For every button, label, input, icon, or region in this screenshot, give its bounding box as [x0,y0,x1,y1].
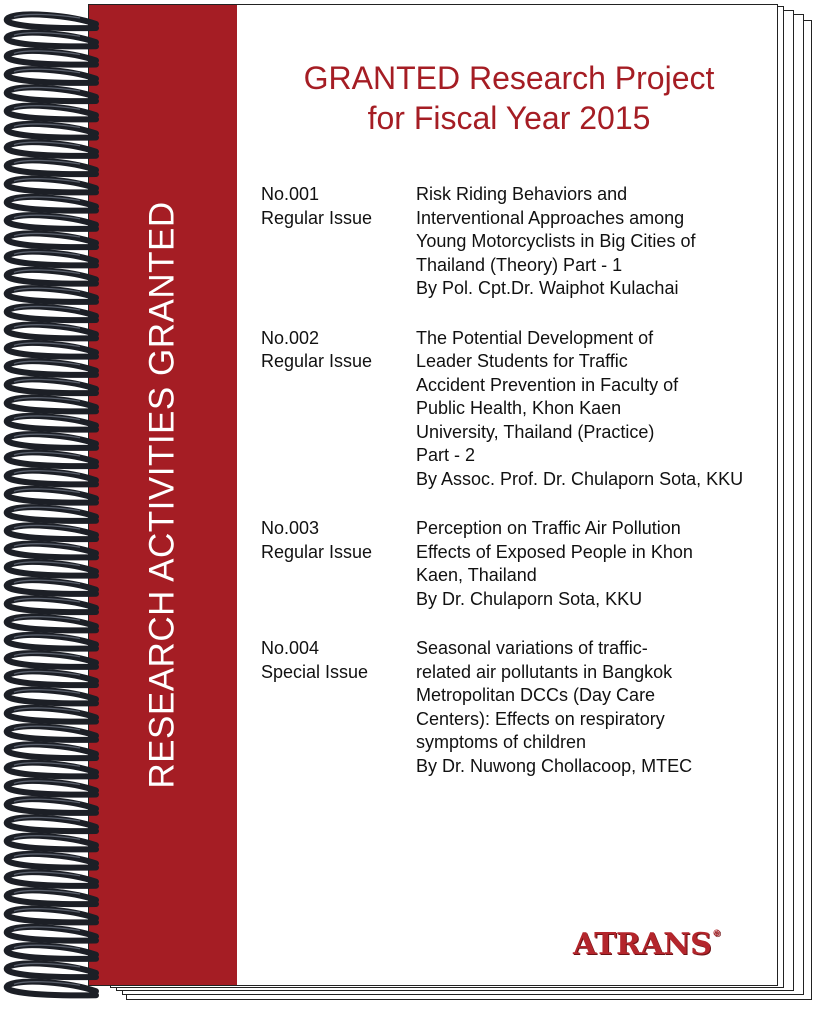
coil-loop [7,215,96,229]
coil-loop [7,489,96,503]
entry-line: Metropolitan DCCs (Day Care [416,685,656,705]
spiral-binding [0,0,100,1015]
entry-number: No.003 [261,518,320,538]
spine-label: RESEARCH ACTIVITIES GRANTED [143,201,182,789]
coil-loop [7,854,96,868]
entry-issue-type: Regular Issue [261,541,373,562]
entry-issue-type: Special Issue [261,661,369,682]
project-entry [261,183,776,301]
entry-number: No.002 [261,327,320,348]
coil-loop [7,708,96,722]
entry-issue-info [261,517,416,611]
coil-loop [7,945,96,959]
coil-loop [7,471,96,485]
coil-loop [7,872,96,886]
coil-loop [7,927,96,941]
entry-line: Thailand (Theory) Part - 1 [416,254,623,275]
coil-loop [7,288,96,302]
coil-loop [7,14,96,28]
coil-loop [7,562,96,576]
coil-loop [7,781,96,795]
coil-loop [7,179,96,193]
coil-loop [7,635,96,649]
entry-issue-info [261,637,416,778]
coil-loop [7,544,96,558]
coil-loop [7,525,96,539]
project-entry [261,637,776,778]
coil-loop [7,671,96,685]
coil-loop [7,982,96,996]
entry-issue-type: Regular Issue [261,207,373,228]
entry-issue-type: Regular Issue [261,351,373,371]
brand-text: ATRANS [573,927,712,962]
coil-loop [7,434,96,448]
entry-issue-info [261,183,416,301]
coil-loop [7,617,96,631]
entry-line: The Potential Development of [416,327,654,348]
coil-loop [7,270,96,284]
coil-loop [7,963,96,977]
coil-loop [7,87,96,101]
coil-loop [7,507,96,521]
coil-loop [7,890,96,904]
coil-loop [7,160,96,174]
entry-line: By Pol. Cpt.Dr. Waiphot Kulachai [416,278,679,298]
coil-loop [7,598,96,612]
coil-loop [7,325,96,339]
entry-number: No.001 [261,184,320,204]
coil-loop [7,909,96,923]
coil-loop [7,306,96,320]
entry-line: Effects of Exposed People in Khon [416,541,693,562]
coil-loop [7,653,96,667]
entry-description [416,517,776,611]
coil-loop [7,252,96,266]
entry-line: By Dr. Nuwong Chollacoop, MTEC [416,755,693,776]
coil-loop [7,416,96,430]
title-line-2: for Fiscal Year 2015 [367,100,651,136]
coil-loop [7,379,96,393]
project-entry [261,327,776,492]
entry-description [416,327,776,492]
entry-description [416,637,776,778]
entry-line: Centers): Effects on respiratory [416,708,665,729]
coil-loop [7,124,96,138]
title-line-1: GRANTED Research Project [303,60,715,96]
entry-line: symptoms of children [416,732,587,752]
entry-issue-info [261,327,416,492]
coil-loop [7,51,96,65]
entry-line: Accident Prevention in Faculty of [416,374,679,395]
coil-loop [7,361,96,375]
entry-line: Young Motorcyclists in Big Cities of [416,231,696,251]
coil-loop [7,452,96,466]
notebook-cover [88,4,778,986]
entry-line: Interventional Approaches among [416,207,685,228]
entry-line: related air pollutants in Bangkok [416,661,673,682]
coil-loop [7,799,96,813]
entry-line: Risk Riding Behaviors and [416,184,628,204]
coil-loop [7,33,96,47]
page-title [239,58,779,138]
entry-line: Public Health, Khon Kaen [416,398,622,418]
entry-number: No.004 [261,638,320,658]
spine-label-area [89,5,237,985]
coil-loop [7,726,96,740]
coil-loop [7,744,96,758]
entry-description [416,183,776,301]
entry-line: University, Thailand (Practice) [416,421,655,442]
coil-loop [7,817,96,831]
project-list [261,183,776,804]
project-entry [261,517,776,611]
entry-line: Part - 2 [416,445,476,465]
entry-line: Seasonal variations of traffic- [416,638,648,658]
coil-loop [7,69,96,83]
coil-loop [7,398,96,412]
coil-loop [7,197,96,211]
atrans-logo [573,927,720,962]
entry-line: By Dr. Chulaporn Sota, KKU [416,588,643,609]
coil-loop [7,233,96,247]
registered-mark: ® [712,929,721,939]
coil-loop [7,106,96,120]
entry-line: Perception on Traffic Air Pollution [416,518,681,538]
entry-line: Kaen, Thailand [416,565,537,585]
coil-loop [7,580,96,594]
coil-loop [7,763,96,777]
entry-line: Leader Students for Traffic [416,351,628,371]
coil-loop [7,142,96,156]
entry-line: By Assoc. Prof. Dr. Chulaporn Sota, KKU [416,468,744,489]
coil-loop [7,836,96,850]
coil-loop [7,690,96,704]
coil-loop [7,343,96,357]
